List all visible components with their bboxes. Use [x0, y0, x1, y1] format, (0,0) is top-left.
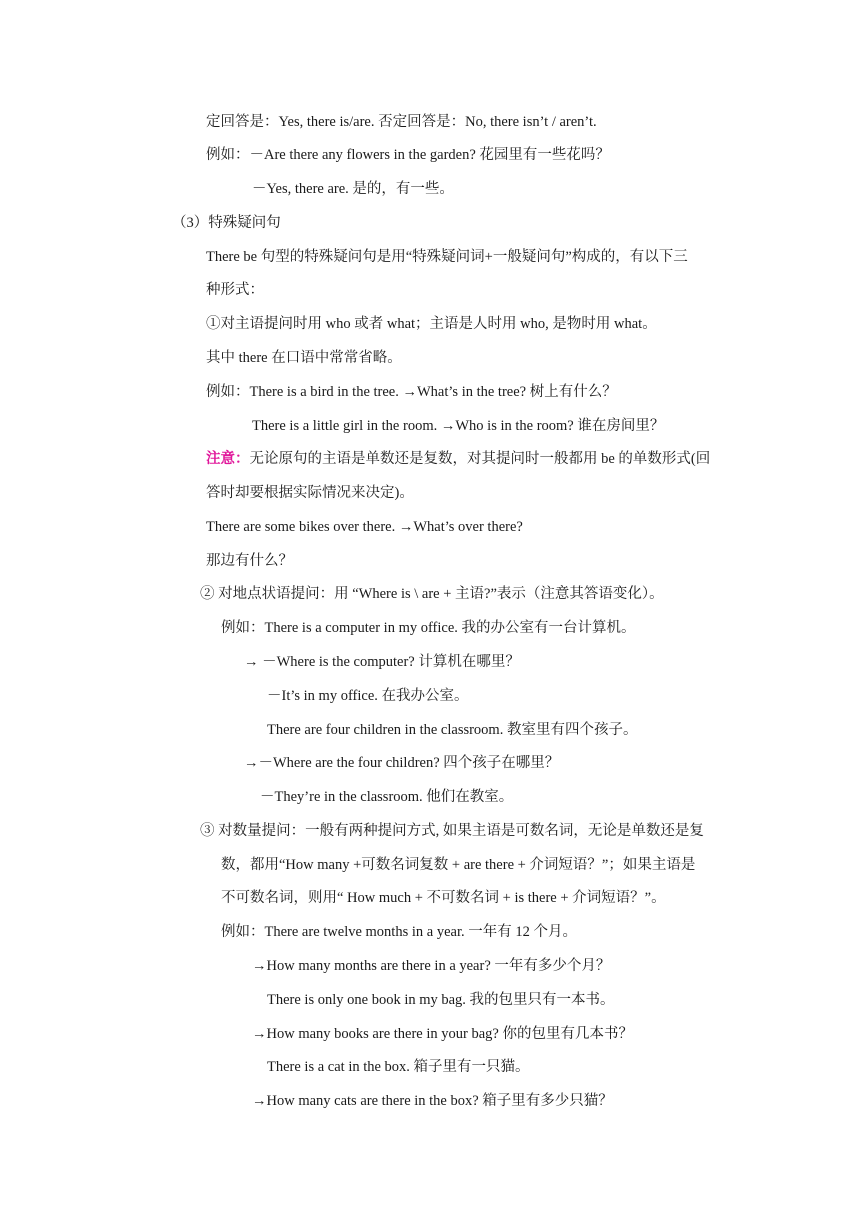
section-heading: （3）特殊疑问句 — [172, 215, 281, 231]
text-line: →－Where are the four children? 四个孩子在哪里？ — [244, 755, 560, 771]
text-line: 例如：There are twelve months in a year. 一年有 12 个月。 — [221, 924, 577, 940]
text-line: There are four children in the classroom. 教室里有四个孩子。 — [267, 722, 638, 738]
text-line: 例如：There is a computer in my office. 我的办公室有一台计算机。 — [221, 620, 636, 636]
text-line: There is only one book in my bag. 我的包里只有一本书。 — [267, 992, 615, 1008]
text-line: There be 句型的特殊疑问句是用“特殊疑问词+一般疑问句”构成的，有以下三 — [206, 249, 688, 265]
text-line: 例如：There is a bird in the tree. →What’s in the tree? 树上有什么？ — [206, 384, 617, 400]
text-line: →How many months are there in a year? 一年有多少个月？ — [252, 958, 611, 974]
note-text: 无论原句的主语是单数还是复数，对其提问时一般都用 be 的单数形式(回 — [249, 451, 711, 467]
text-line: 数，都用“How many +可数名词复数 + are there + 介词短语？”；如果主语是 — [221, 857, 696, 873]
text-line: 定回答是：Yes, there is/are. 否定回答是：No, there isn’t / aren’t. — [206, 114, 597, 130]
text-line: 答时却要根据实际情况来决定)。 — [206, 485, 414, 501]
text-line: －It’s in my office. 在我办公室。 — [267, 688, 469, 704]
text-line: →How many books are there in your bag? 你的包里有几本书？ — [252, 1026, 633, 1042]
text-line: There is a cat in the box. 箱子里有一只猫。 — [267, 1059, 530, 1075]
text-line: There is a little girl in the room. →Who is in the room? 谁在房间里？ — [252, 418, 665, 434]
text-line: → －Where is the computer? 计算机在哪里？ — [244, 654, 520, 670]
note-label: 注意： — [206, 451, 250, 467]
text-line: ③ 对数量提问：一般有两种提问方式, 如果主语是可数名词，无论是单数还是复 — [200, 823, 704, 839]
text-line: 例如：－Are there any flowers in the garden? 花园里有一些花吗？ — [206, 147, 610, 163]
text-line: 那边有什么？ — [206, 553, 293, 569]
text-line: ①对主语提问时用 who 或者 what；主语是人时用 who, 是物时用 what。 — [206, 316, 657, 332]
text-line — [206, 449, 710, 469]
text-line: 种形式： — [206, 282, 264, 298]
text-line: There are some bikes over there. →What’s over there? — [206, 519, 523, 535]
text-line: ② 对地点状语提问：用 “Where is \ are + 主语?”表示（注意其答语变化）。 — [200, 586, 664, 602]
text-line: －Yes, there are. 是的，有一些。 — [252, 181, 454, 197]
text-line: →How many cats are there in the box? 箱子里有多少只猫？ — [252, 1093, 613, 1109]
text-line: 其中 there 在口语中常常省略。 — [206, 350, 402, 366]
text-line: 不可数名词，则用“ How much + 不可数名词 + is there + 介词短语？”。 — [221, 890, 666, 906]
text-line: －They’re in the classroom. 他们在教室。 — [260, 789, 514, 805]
